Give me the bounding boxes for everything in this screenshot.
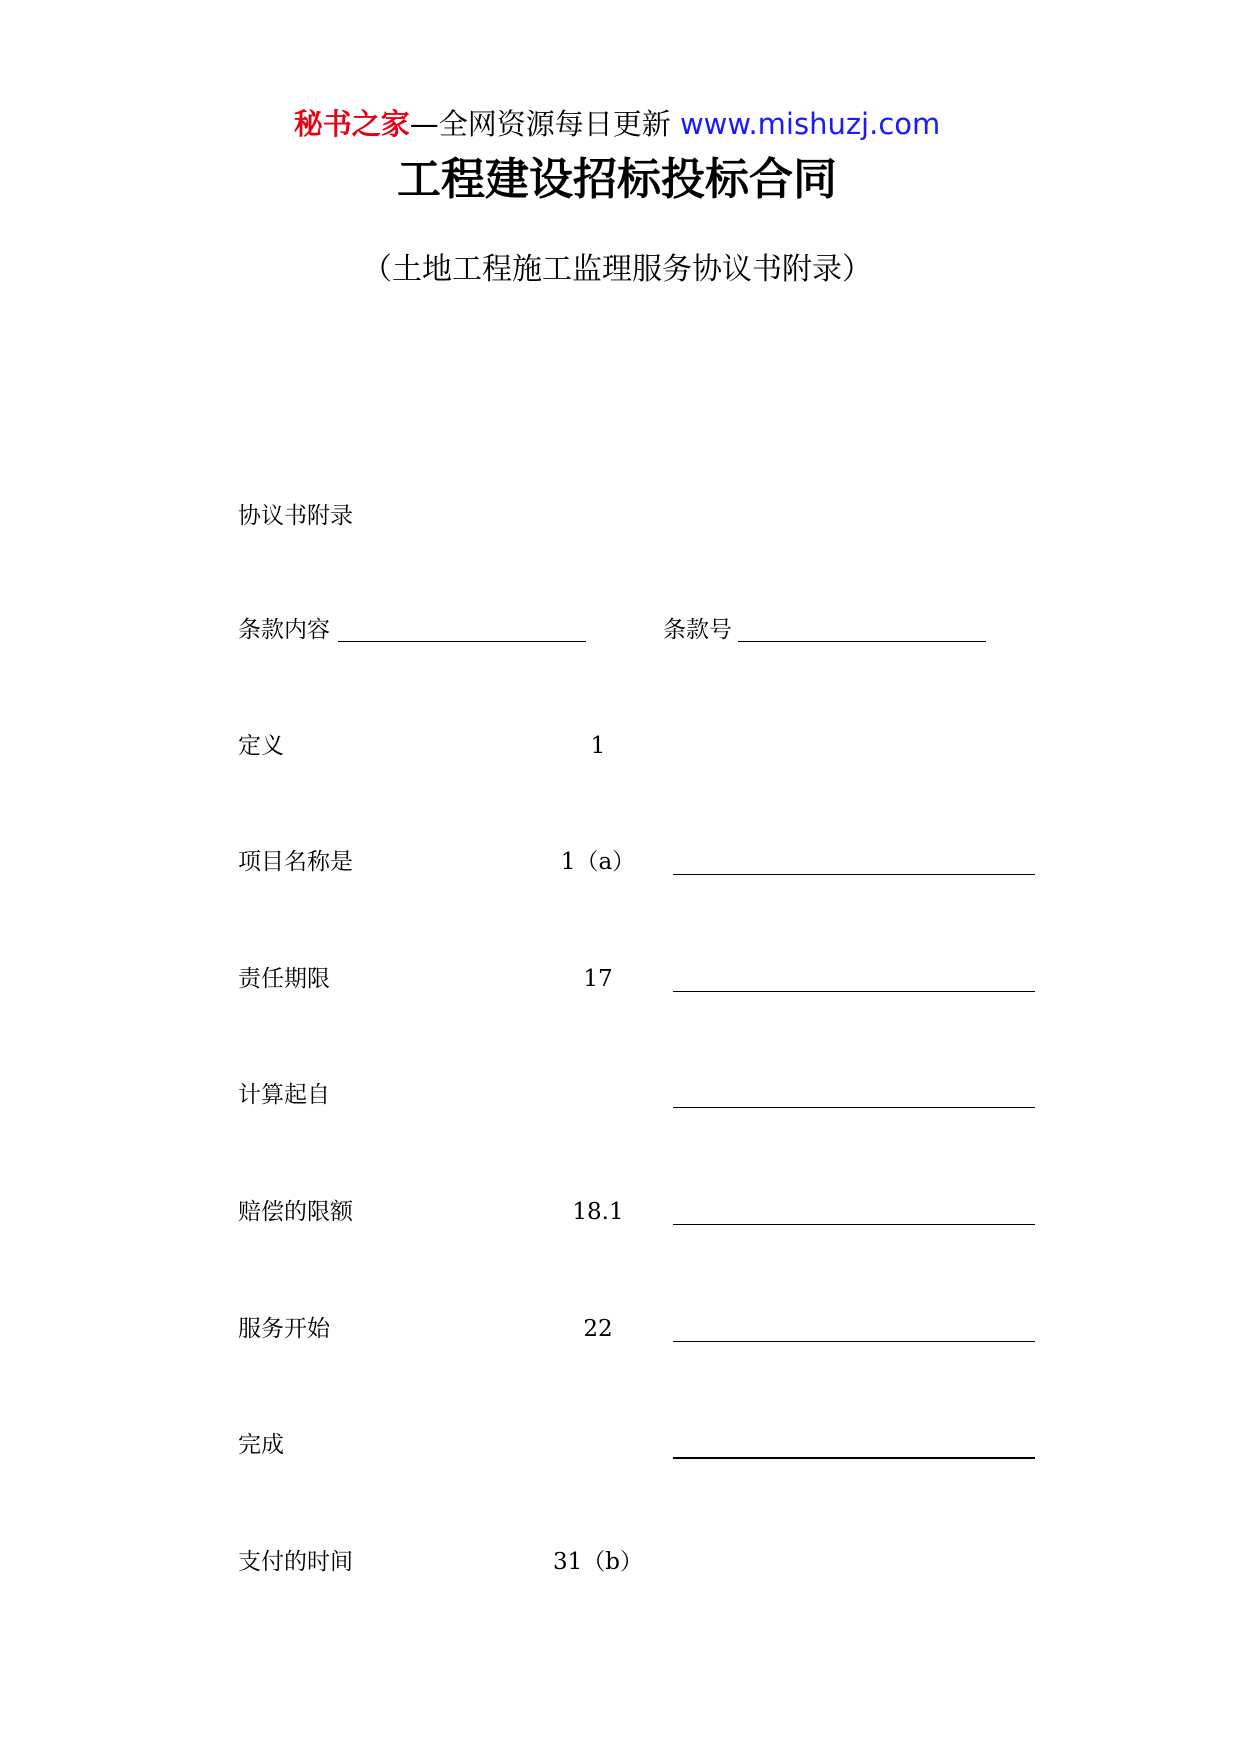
site-slogan: —全网资源每日更新 (409, 107, 671, 141)
row-clause-number: 31（b） (553, 1549, 643, 1575)
row-fill-blank[interactable] (673, 1457, 1035, 1459)
row-calculated-from (238, 1079, 1038, 1115)
row-label: 计算起自 (238, 1082, 330, 1108)
row-fill-blank[interactable] (673, 1107, 1035, 1108)
clause-header (238, 614, 1038, 646)
row-label: 责任期限 (238, 966, 330, 992)
row-fill-blank[interactable] (673, 874, 1035, 875)
row-label: 赔偿的限额 (238, 1199, 353, 1225)
row-payment-time (238, 1546, 1038, 1582)
row-clause-number: 17 (583, 966, 613, 992)
row-clause-number: 22 (583, 1316, 613, 1342)
row-liability-period (238, 963, 1038, 999)
site-url-link[interactable]: www.mishuzj.com (679, 107, 941, 141)
row-completion (238, 1429, 1038, 1465)
row-fill-blank[interactable] (673, 991, 1035, 992)
document-title: 工程建设招标投标合同 (397, 154, 837, 205)
site-header (0, 104, 1234, 144)
row-label: 定义 (238, 733, 284, 759)
row-clause-number: 18.1 (572, 1199, 624, 1225)
row-fill-blank[interactable] (673, 1224, 1035, 1225)
row-clause-number: 1（a） (560, 849, 636, 875)
site-brand: 秘书之家 (293, 107, 410, 141)
row-fill-blank[interactable] (673, 1341, 1035, 1342)
row-compensation-limit (238, 1196, 1038, 1232)
section-title: 协议书附录 (238, 503, 353, 529)
row-clause-number: 1 (590, 733, 606, 759)
clause-content-blank[interactable] (338, 641, 586, 642)
row-label: 项目名称是 (238, 849, 353, 875)
row-label: 完成 (238, 1432, 284, 1458)
row-label: 支付的时间 (238, 1549, 353, 1575)
row-service-start (238, 1313, 1038, 1349)
clause-number-blank[interactable] (738, 641, 986, 642)
row-project-name (238, 846, 1038, 882)
row-label: 服务开始 (238, 1316, 330, 1342)
clause-number-label: 条款号 (663, 617, 732, 643)
row-definition (238, 730, 1038, 766)
document-subtitle: （土地工程施工监理服务协议书附录） (362, 252, 872, 287)
clause-content-label: 条款内容 (238, 617, 330, 643)
